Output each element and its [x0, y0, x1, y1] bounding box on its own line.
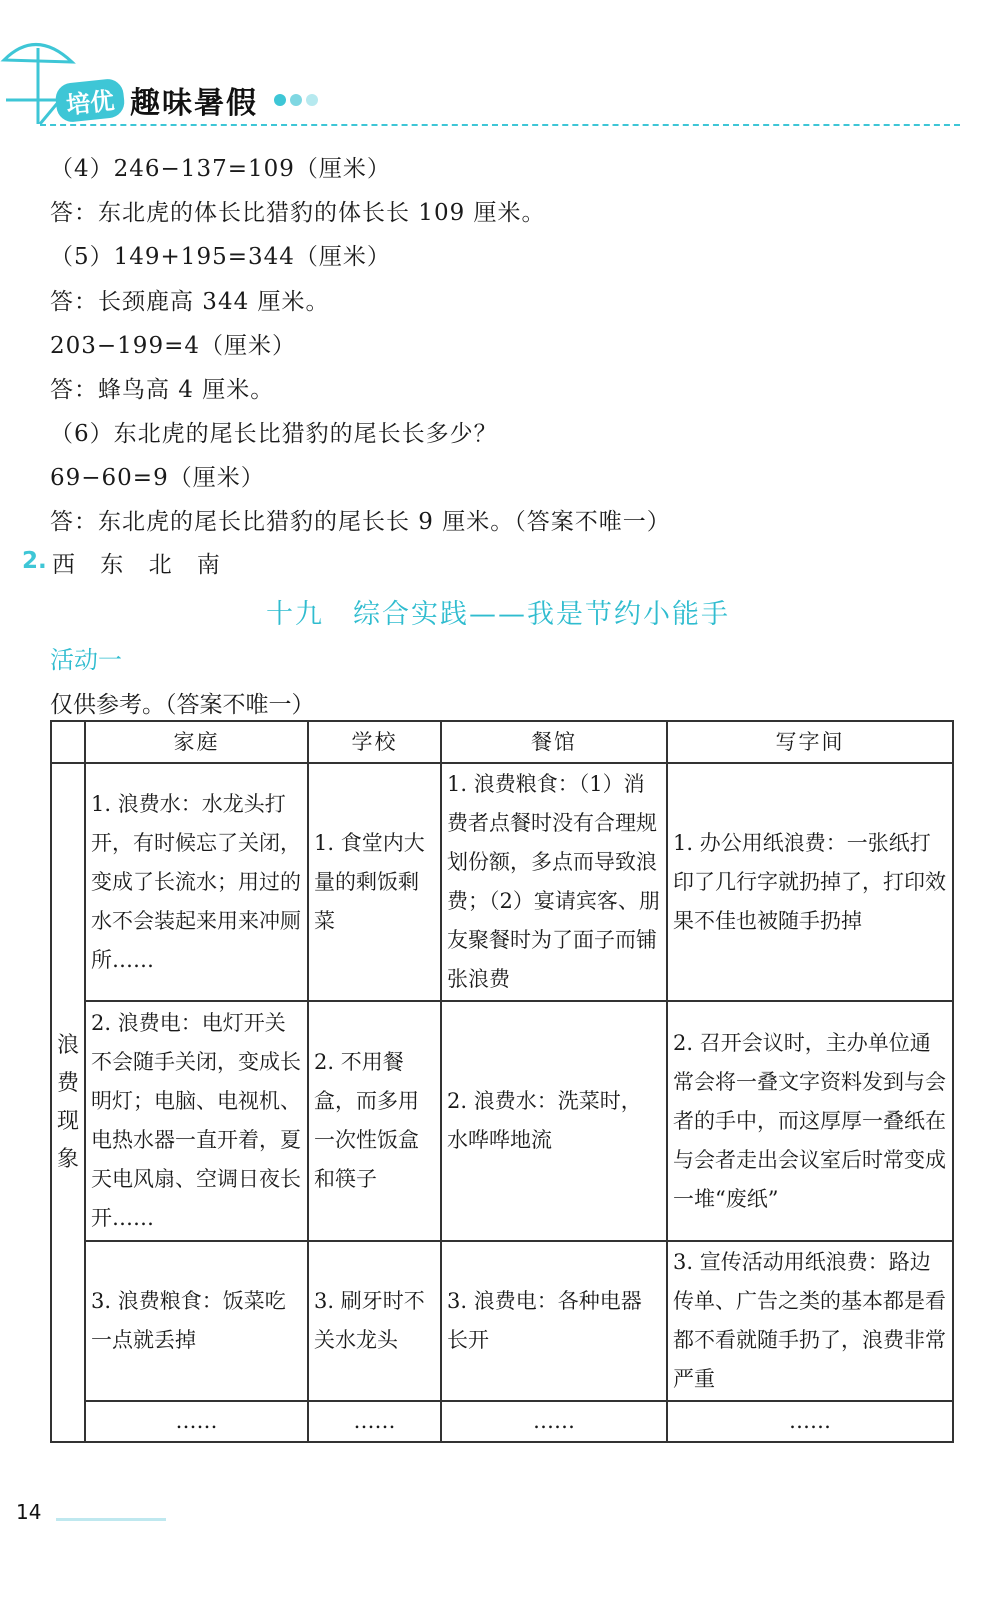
table-cell: 2. 不用餐盒，而多用一次性饭盒和筷子 [308, 1001, 441, 1241]
table-cell: 3. 刷牙时不关水龙头 [308, 1241, 441, 1401]
answer-line: （5）149+195=344（厘米） [50, 244, 391, 270]
header-title-group [56, 82, 318, 121]
table-row [51, 1241, 953, 1401]
directions-answer: 西 东 北 南 [52, 552, 220, 578]
table-cell: …… [667, 1401, 953, 1442]
table-cell: 1. 浪费粮食：（1）消费者点餐时没有合理规划份额，多点而导致浪费；（2）宴请宾客、朋友聚餐时为了面子而铺张浪费 [441, 763, 667, 1001]
table-cell: 3. 浪费电：各种电器长开 [441, 1241, 667, 1401]
row-label-char: 浪 [57, 1032, 80, 1058]
table-header-cell: 餐馆 [441, 721, 667, 763]
table-cell: 1. 浪费水：水龙头打开，有时候忘了关闭，变成了长流水；用过的水不会装起来用来冲厕所…… [85, 763, 308, 1001]
table-row [51, 1001, 953, 1241]
answer-line: 69−60=9（厘米） [50, 465, 265, 491]
answer-line: 答：东北虎的体长比猎豹的体长长 109 厘米。 [50, 200, 546, 226]
table-cell: 2. 浪费电：电灯开关不会随手关闭，变成长明灯；电脑、电视机、电热水器一直开着，夏天电风扇、空调日夜长开…… [85, 1001, 308, 1241]
header-dots [274, 94, 318, 106]
header-title: 趣味暑假 [130, 86, 258, 121]
page-header [0, 0, 996, 140]
row-label-char: 费 [57, 1070, 80, 1096]
row-label-char: 现 [57, 1108, 80, 1134]
table-cell: 3. 浪费粮食：饭菜吃一点就丢掉 [85, 1241, 308, 1401]
table-cell: 1. 办公用纸浪费：一张纸打印了几行字就扔掉了，打印效果不佳也被随手扔掉 [667, 763, 953, 1001]
header-divider [40, 124, 960, 126]
table-header-cell [51, 721, 85, 763]
table-header-cell: 学校 [308, 721, 441, 763]
table-cell: …… [441, 1401, 667, 1442]
table-header-cell: 写字间 [667, 721, 953, 763]
page-footer-bar [56, 1518, 166, 1521]
reference-note: 仅供参考。（答案不唯一） [50, 692, 315, 718]
table-row [51, 763, 953, 1001]
table-cell: …… [85, 1401, 308, 1442]
table-header-row [51, 721, 953, 763]
section-title: 十九 综合实践——我是节约小能手 [266, 599, 730, 630]
table-cell: 2. 浪费水：洗菜时，水哗哗地流 [441, 1001, 667, 1241]
table-cell: 2. 召开会议时，主办单位通常会将一叠文字资料发到与会者的手中，而这厚厚一叠纸在与会者走出会议室后时常变成一堆“废纸” [667, 1001, 953, 1241]
table-row [51, 1401, 953, 1442]
page-number: 14 [16, 1500, 42, 1524]
answer-line: （4）246−137=109（厘米） [50, 156, 391, 182]
table-cell: 1. 食堂内大量的剩饭剩菜 [308, 763, 441, 1001]
answer-line: 答：蜂鸟高 4 厘米。 [50, 377, 275, 403]
question-number: 2. [22, 548, 47, 574]
header-badge: 培优 [54, 77, 126, 123]
waste-table [50, 720, 954, 1443]
activity-heading: 活动一 [50, 646, 122, 674]
answer-line: （6）东北虎的尾长比猎豹的尾长长多少？ [50, 421, 498, 447]
row-label [51, 763, 85, 1442]
answer-line: 203−199=4（厘米） [50, 333, 296, 359]
table-cell: …… [308, 1401, 441, 1442]
row-label-char: 象 [57, 1146, 80, 1172]
answer-line: 答：东北虎的尾长比猎豹的尾长长 9 厘米。（答案不唯一） [50, 509, 671, 535]
table-cell: 3. 宣传活动用纸浪费：路边传单、广告之类的基本都是看都不看就随手扔了，浪费非常严重 [667, 1241, 953, 1401]
answer-line: 答：长颈鹿高 344 厘米。 [50, 289, 330, 315]
table-header-cell: 家庭 [85, 721, 308, 763]
